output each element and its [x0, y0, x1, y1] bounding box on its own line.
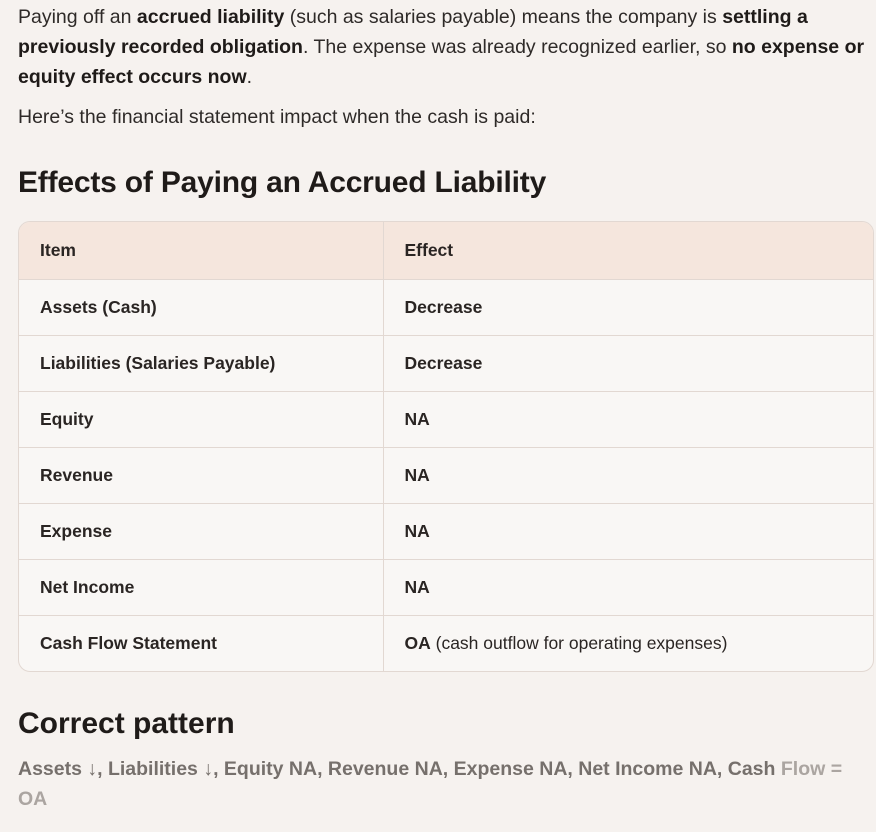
section-title: Effects of Paying an Accrued Liability — [18, 166, 547, 199]
effect-value: NA — [404, 576, 430, 597]
intro-text: (such as salaries payable) means the company is — [284, 6, 723, 28]
response-content — [18, 2, 874, 814]
intro-bold-phrase: settling a previously recorded obligation — [18, 6, 808, 58]
intro-text: . The expense was already recognized earlier, so — [302, 36, 732, 58]
row-item: Revenue — [19, 447, 383, 503]
header-effect: Effect — [383, 222, 873, 279]
effect-value: Decrease — [404, 352, 483, 373]
effects-table — [19, 222, 873, 671]
table-row — [19, 615, 873, 671]
table-header-row — [19, 222, 873, 279]
table-row — [19, 279, 873, 335]
row-item: Cash Flow Statement — [19, 615, 383, 671]
effect-value: Decrease — [404, 296, 483, 317]
effect-value: NA — [404, 408, 430, 429]
row-effect — [383, 503, 873, 559]
lead-paragraph: Here’s the financial statement impact when the cash is paid: — [18, 106, 536, 128]
effect-note: (cash outflow for operating expenses) — [430, 632, 728, 653]
pattern-text — [18, 754, 874, 814]
row-item: Liabilities (Salaries Payable) — [19, 335, 383, 391]
row-item: Net Income — [19, 559, 383, 615]
effects-table-container — [18, 221, 874, 672]
intro-bold-conclusion: no expense or equity effect occurs now — [18, 36, 865, 88]
row-item: Assets (Cash) — [19, 279, 383, 335]
effect-value: NA — [404, 520, 430, 541]
pattern-title: Correct pattern — [18, 707, 235, 740]
intro-paragraph — [18, 2, 874, 92]
row-item: Equity — [19, 391, 383, 447]
table-row — [19, 391, 873, 447]
header-item: Item — [19, 222, 383, 279]
row-effect — [383, 279, 873, 335]
table-row — [19, 447, 873, 503]
effect-value: OA — [404, 632, 431, 653]
pattern-text-faded: Flow = OA — [18, 758, 843, 810]
row-item: Expense — [19, 503, 383, 559]
row-effect — [383, 335, 873, 391]
intro-bold-term: accrued liability — [136, 6, 285, 28]
pattern-text-main: Assets ↓, Liabilities ↓, Equity NA, Revenue NA, Expense NA, Net Income NA, Cash — [18, 758, 781, 780]
table-row — [19, 503, 873, 559]
effect-value: NA — [404, 464, 430, 485]
table-row — [19, 335, 873, 391]
row-effect — [383, 615, 873, 671]
table-row — [19, 559, 873, 615]
row-effect — [383, 391, 873, 447]
row-effect — [383, 559, 873, 615]
intro-text: . — [246, 66, 253, 88]
row-effect — [383, 447, 873, 503]
intro-text: Paying off an — [18, 6, 137, 28]
